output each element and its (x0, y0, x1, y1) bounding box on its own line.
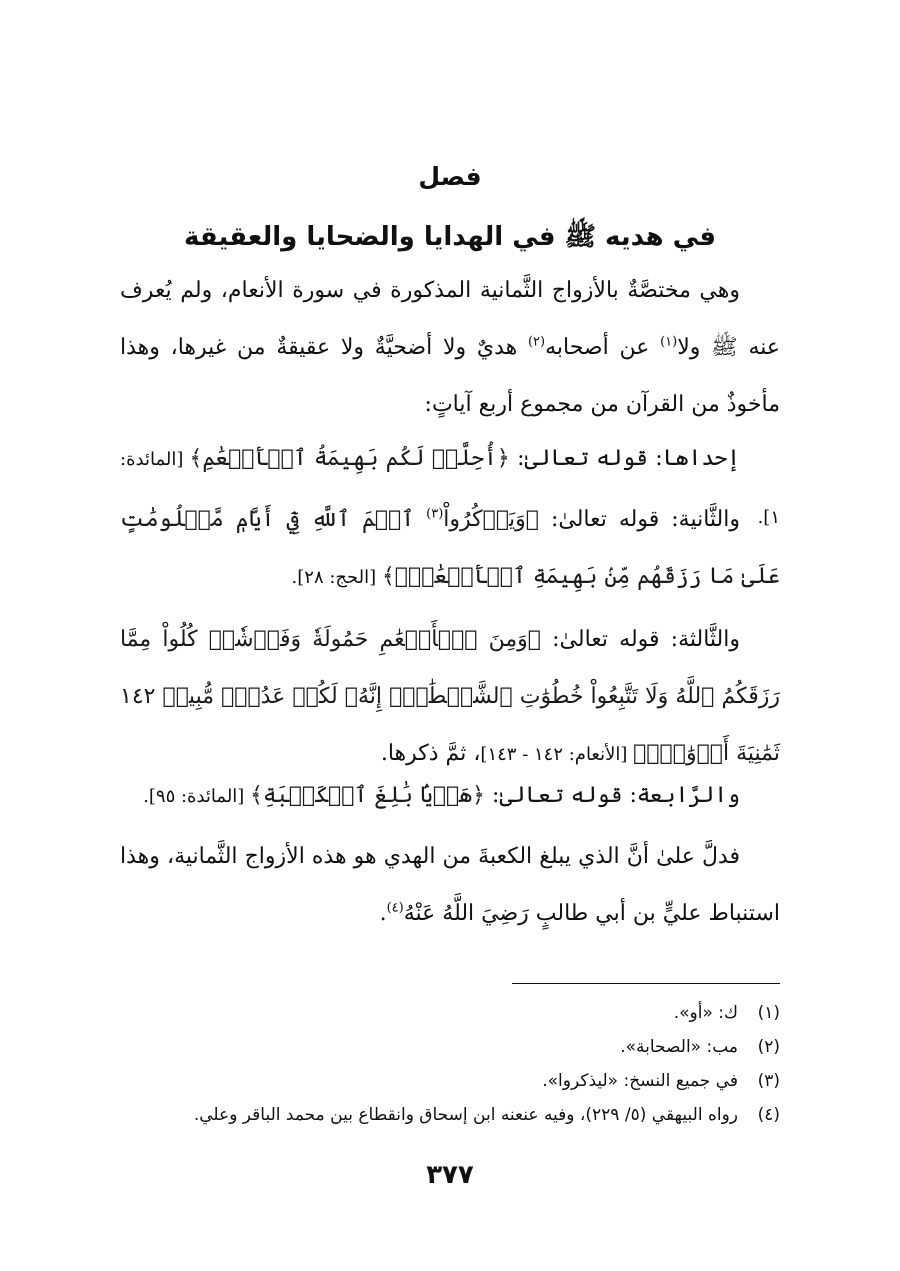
footnote-number: (٤) (757, 1105, 780, 1125)
footnote-number: (٢) (757, 1037, 780, 1057)
verse-paragraph-1: إحداها: قوله تعالىٰ: ﴿أُحِلَّتۡ لَكُم بَهِيمَةُ ٱلۡأَنۡعَٰمِ﴾ [المائدة: ١]. (120, 446, 780, 528)
quran-verse: ﴿وَيَذۡكُرُواْ (443, 507, 539, 532)
quran-verse: ﴿وَمِنَ ٱلۡأَنۡعَٰمِ حَمُولَةٗ وَفَرۡشٗاۚ كُلُواْ مِمَّا رَزَقَكُمُ ٱللَّهُ وَلَا تَتَّبِعُواْ خُطُوَٰتِ ٱلشَّيۡطَٰنِۚ إِنَّهُۥ لَكُمۡ عَدُوّٞ مُّبِينٞ ١٤٢ ثَمَٰنِيَةَ أَزۡوَٰجٖۖ﴾ (120, 627, 780, 766)
footnote-ref-4[interactable]: (٤) (386, 900, 404, 916)
verse-paragraph-2: والثَّانية: قوله تعالىٰ: ﴿وَيَذۡكُرُواْ$^{(٣)}$ ٱسۡمَ ٱللَّهِ فِيٓ أَيَّامٖ مَّعۡلُومَٰتٍ عَلَىٰ مَا رَزَقَهُم مِّنۢ بَهِيمَةِ ٱلۡأَنۡعَٰمِۖ﴾ [الحج: ٢٨]. (120, 506, 780, 589)
footnote-divider (512, 983, 780, 984)
book-page (120, 0, 780, 1271)
footnote-text: رواه البيهقي (٥/ ٢٢٩)، وفيه عنعنه ابن إسحاق وانقطاع بين محمد الباقر وعلي. (193, 1105, 738, 1125)
verse-reference: [المائدة: ١]. (120, 449, 780, 528)
verse-paragraph-3: والثَّالثة: قوله تعالىٰ: ﴿وَمِنَ ٱلۡأَنۡعَٰمِ حَمُولَةٗ وَفَرۡشٗاۚ كُلُواْ مِمَّا رَزَقَكُمُ ٱللَّهُ وَلَا تَتَّبِعُواْ خُطُوَٰتِ ٱلشَّيۡطَٰنِۚ إِنَّهُۥ لَكُمۡ عَدُوّٞ مُّبِينٞ ١٤٢ ثَمَٰنِيَةَ أَزۡوَٰجٖۖ﴾ [الأنعام: ١٤٢ - ١٤٣]، ثمَّ ذكرها. (120, 627, 780, 766)
footnote-4 (120, 1098, 780, 1132)
verse-paragraph-4: والرَّابعة: قوله تعالىٰ: ﴿هَدۡيَۢا بَٰلِغَ ٱلۡكَعۡبَةِ﴾ [المائدة: ٩٥]. (143, 783, 740, 808)
footnote-2 (120, 1030, 780, 1064)
quran-verse: ﴿هَدۡيَۢا بَٰلِغَ ٱلۡكَعۡبَةِ﴾ (250, 783, 486, 808)
footnote-ref-2[interactable]: (٢) (527, 334, 546, 350)
page-number: ٣٧٧ (426, 1160, 474, 1190)
verse-reference: [المائدة: ٩٥]. (143, 786, 251, 807)
quran-verse-cont: ٱسۡمَ ٱللَّهِ فِيٓ أَيَّامٖ مَّعۡلُومَٰتٍ عَلَىٰ مَا رَزَقَهُم مِّنۢ بَهِيمَةِ ٱلۡأَنۡعَٰمِۖ﴾ (120, 507, 780, 589)
conclusion-paragraph: فدلَّ علىٰ أنَّ الذي يبلغ الكعبةَ من الهدي هو هذه الأزواج الثَّمانية، وهذا استنباط عليٍّ بن أبي طالبٍ رَضِيَ اللَّهُ عَنْهُ$^{(٤)}$. (120, 844, 780, 926)
quran-verse: ﴿أُحِلَّتۡ لَكُم بَهِيمَةُ ٱلۡأَنۡعَٰمِ﴾ (189, 446, 510, 471)
footnote-ref-3[interactable]: (٣) (426, 506, 444, 522)
footnote-text: في جميع النسخ: «ليذكروا». (542, 1071, 738, 1091)
verse-reference: [الأنعام: ١٤٢ - ١٤٣] (480, 744, 634, 765)
chapter-heading: فصل (418, 162, 482, 191)
section-title: في هديه ﷺ في الهدايا والضحايا والعقيقة (183, 222, 717, 252)
footnote-ref-1[interactable]: (١) (660, 334, 678, 350)
footnote-number: (١) (757, 1003, 780, 1023)
intro-paragraph: وهي مختصَّةٌ بالأزواج الثَّمانية المذكورة في سورة الأنعام، ولم يُعرف عنه ﷺ ولا$^{(١)}$ عن أصحابه$^{(٢)}$ هديٌ ولا أضحيَّةٌ ولا عقيقةٌ من غيرها، وهذا مأخوذٌ من القرآن من مجموع أربع آياتٍ: (120, 278, 780, 417)
footnote-number: (٣) (757, 1071, 780, 1091)
footnote-1 (120, 996, 780, 1030)
footnote-text: مب: «الصحابة». (620, 1037, 738, 1057)
footnote-3 (120, 1064, 780, 1098)
verse-reference: [الحج: ٢٨]. (291, 567, 382, 588)
footnotes-list (120, 996, 780, 1132)
footnote-text: ك: «أو». (673, 1003, 738, 1023)
